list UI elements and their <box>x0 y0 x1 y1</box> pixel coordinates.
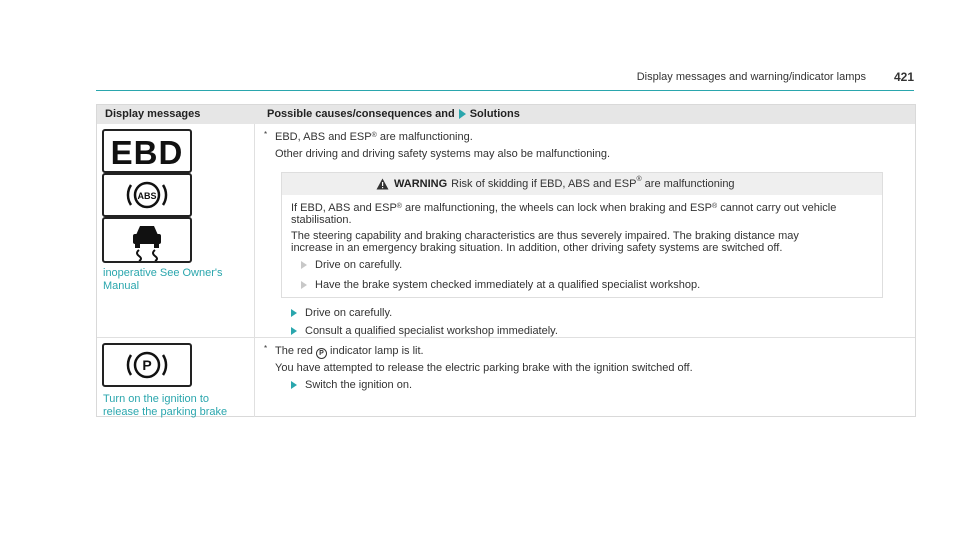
warning-text-part: cannot carry out vehicle <box>717 202 837 214</box>
registered-mark: ® <box>371 132 377 139</box>
abs-icon <box>102 173 192 217</box>
svg-text:ABS: ABS <box>137 191 157 201</box>
display-message-ebd <box>103 267 223 293</box>
ebd-icon-text: EBD <box>110 134 184 171</box>
warning-triangle-icon <box>376 178 389 190</box>
solution-step: Switch the ignition on. <box>305 379 413 391</box>
warning-title <box>394 178 735 190</box>
page-header <box>96 71 914 89</box>
messages-table <box>96 104 916 417</box>
warning-header <box>282 173 882 195</box>
running-title: Display messages and warning/indicator lamps <box>636 71 866 83</box>
warning-text-part: are malfunctioning, the wheels can lock when braking and ESP <box>401 202 712 214</box>
cause-part: The red <box>275 345 313 357</box>
column-divider <box>254 124 255 417</box>
table-header <box>97 105 915 124</box>
bullet-arrow-icon <box>301 261 307 269</box>
warning-text-part: If EBD, ABS and ESP <box>291 202 397 214</box>
warning-paragraph: increase in an emergency braking situation. In addition, other driving safety systems are switched off. <box>291 242 783 254</box>
warning-title-part: Risk of skidding if EBD, ABS and ESP <box>451 178 637 190</box>
esp-skid-icon <box>102 217 192 263</box>
cause-text <box>264 344 424 359</box>
warning-label: WARNING <box>394 178 448 190</box>
column-header-causes-text: Possible causes/consequences and <box>267 108 455 120</box>
column-header-solutions-text: Solutions <box>469 108 520 120</box>
bullet-arrow-icon <box>291 309 297 317</box>
parking-brake-icon <box>102 343 192 387</box>
arrow-right-icon <box>459 109 466 119</box>
registered-mark: ® <box>636 176 642 183</box>
header-rule <box>96 90 914 91</box>
cause-text <box>264 130 473 144</box>
cause-part: EBD, ABS and ESP <box>275 131 372 143</box>
warning-box <box>281 172 883 298</box>
asterisk: * <box>264 344 268 353</box>
column-header-causes <box>267 108 520 120</box>
warning-paragraph: stabilisation. <box>291 214 352 226</box>
cause-part: indicator lamp is lit. <box>330 345 424 357</box>
display-message-line: release the parking brake <box>103 406 228 418</box>
solution-step: Drive on carefully. <box>305 307 393 319</box>
bullet-arrow-icon <box>301 281 307 289</box>
column-header-display-messages: Display messages <box>105 108 201 120</box>
display-message-parking <box>103 393 227 419</box>
cause-part: are malfunctioning. <box>376 131 473 143</box>
registered-mark: ® <box>711 203 718 210</box>
warning-step: Drive on carefully. <box>315 259 403 271</box>
cause-text: You have attempted to release the electric parking brake with the ignition switched off. <box>275 362 693 374</box>
registered-mark: ® <box>396 203 402 210</box>
warning-title-part: are malfunctioning <box>641 178 735 190</box>
asterisk: * <box>264 130 268 139</box>
parking-brake-small-icon: P <box>316 348 327 359</box>
warning-paragraph: The steering capability and braking characteristics are thus severely impaired. The braking distance may <box>291 230 799 242</box>
display-message-line: inoperative See Owner's <box>103 267 223 279</box>
page-number: 421 <box>893 70 914 84</box>
solution-step: Consult a qualified specialist workshop immediately. <box>305 325 558 337</box>
svg-text:P: P <box>142 357 152 373</box>
warning-step: Have the brake system checked immediately at a qualified specialist workshop. <box>315 279 701 291</box>
bullet-arrow-icon <box>291 381 297 389</box>
cause-text: Other driving and driving safety systems may also be malfunctioning. <box>275 148 611 160</box>
warning-paragraph <box>291 202 836 215</box>
display-message-line: Manual <box>103 280 140 292</box>
ebd-icon <box>102 129 192 173</box>
bullet-arrow-icon <box>291 327 297 335</box>
display-message-line: Turn on the ignition to <box>103 393 209 405</box>
